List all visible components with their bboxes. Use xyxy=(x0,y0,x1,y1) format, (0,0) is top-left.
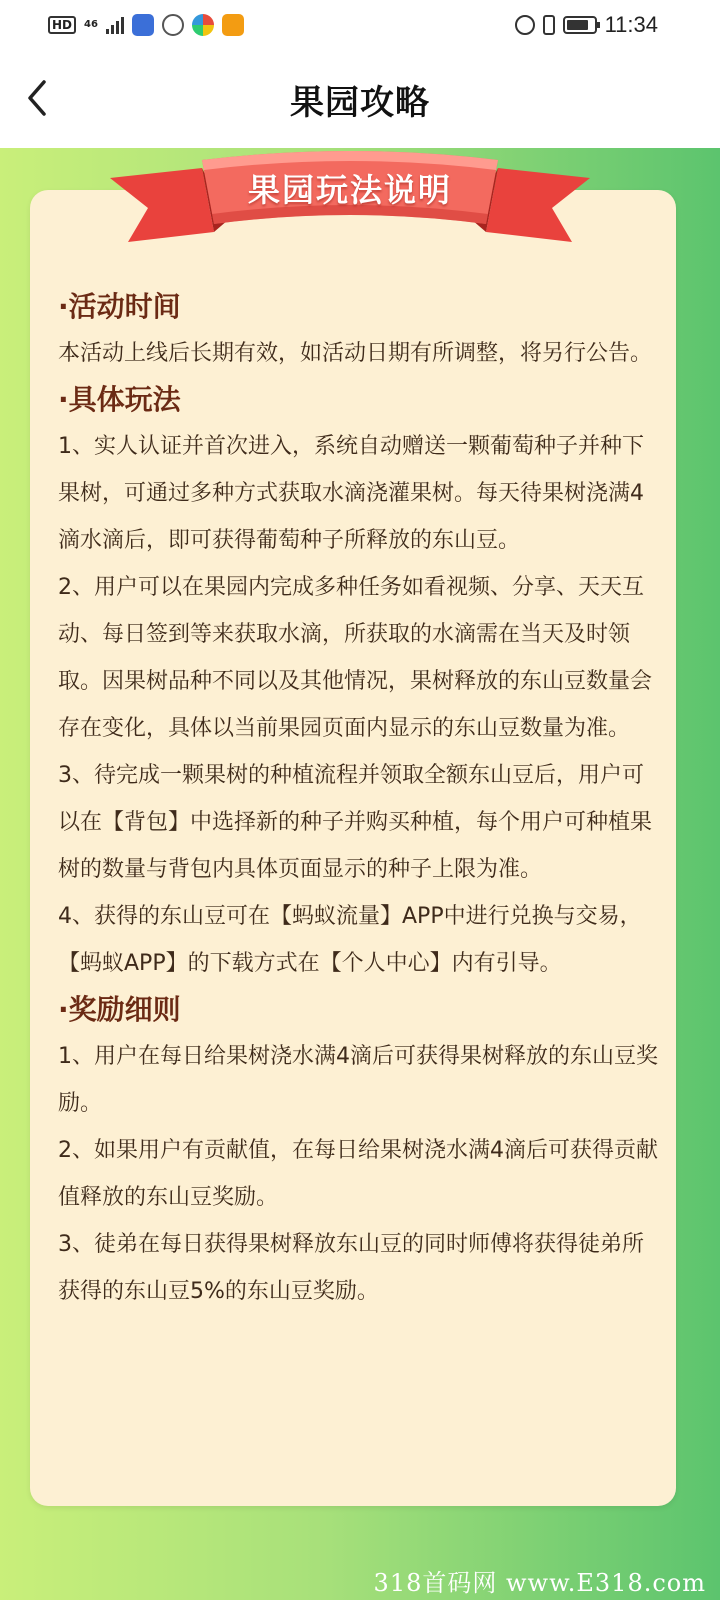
gameplay-item-3: 3、待完成一颗果树的种植流程并领取全额东山豆后，用户可以在【背包】中选择新的种子并购买种植，每个用户可种植果树的数量与背包内具体页面显示的种子上限为准。 xyxy=(58,763,653,882)
back-button[interactable] xyxy=(22,76,62,120)
signal-icon xyxy=(106,16,124,34)
reward-item-3: 3、徒弟在每日获得果树释放东山豆的同时师傅将获得徒弟所获得的东山豆5%的东山豆奖励。 xyxy=(58,1232,644,1304)
battery-icon xyxy=(563,16,597,34)
rules-content xyxy=(58,284,658,1315)
gameplay-item-2: 2、用户可以在果园内完成多种任务如看视频、分享、天天互动、每日签到等来获取水滴，所获取的水滴需在当天及时领取。因果树品种不同以及其他情况，果树释放的东山豆数量会存在变化，具体以当前果园页面内显示的东山豆数量为准。 xyxy=(58,575,653,741)
hand-app-icon xyxy=(162,14,184,36)
back-arrow-icon xyxy=(22,76,62,120)
status-left xyxy=(48,14,244,36)
section-title-activity-time: ·活动时间 xyxy=(58,290,181,323)
hd-badge: HD xyxy=(48,16,76,34)
video-app-icon xyxy=(222,14,244,36)
vibrate-icon xyxy=(543,15,555,35)
gallery-app-icon xyxy=(132,14,154,36)
nav-bar xyxy=(0,50,720,148)
gameplay-item-1: 1、实人认证并首次进入，系统自动赠送一颗葡萄种子并种下果树，可通过多种方式获取水滴浇灌果树。每天待果树浇满4滴水滴后，即可获得葡萄种子所释放的东山豆。 xyxy=(58,434,644,553)
section-title-rewards: ·奖励细则 xyxy=(58,993,181,1026)
status-time: 11:34 xyxy=(604,12,658,37)
network-type: 46 xyxy=(84,19,98,30)
section-title-gameplay: ·具体玩法 xyxy=(58,383,181,416)
reward-item-2: 2、如果用户有贡献值，在每日给果树浇水满4滴后可获得贡献值释放的东山豆奖励。 xyxy=(58,1138,658,1210)
activity-time-text: 本活动上线后长期有效，如活动日期有所调整，将另行公告。 xyxy=(58,341,653,366)
reward-item-1: 1、用户在每日给果树浇水满4滴后可获得果树释放的东山豆奖励。 xyxy=(58,1044,658,1116)
browser-app-icon xyxy=(192,14,214,36)
watermark: 318首码网 www.E318.com xyxy=(373,1569,706,1597)
gameplay-item-4: 4、获得的东山豆可在【蚂蚁流量】APP中进行兑换与交易，【蚂蚁APP】的下载方式在【个人中心】内有引导。 xyxy=(58,904,642,976)
banner-title: 果园玩法说明 xyxy=(247,171,452,209)
alarm-icon xyxy=(515,15,535,35)
status-bar xyxy=(0,0,720,50)
status-right xyxy=(515,12,658,38)
page-title: 果园攻略 xyxy=(290,82,430,123)
